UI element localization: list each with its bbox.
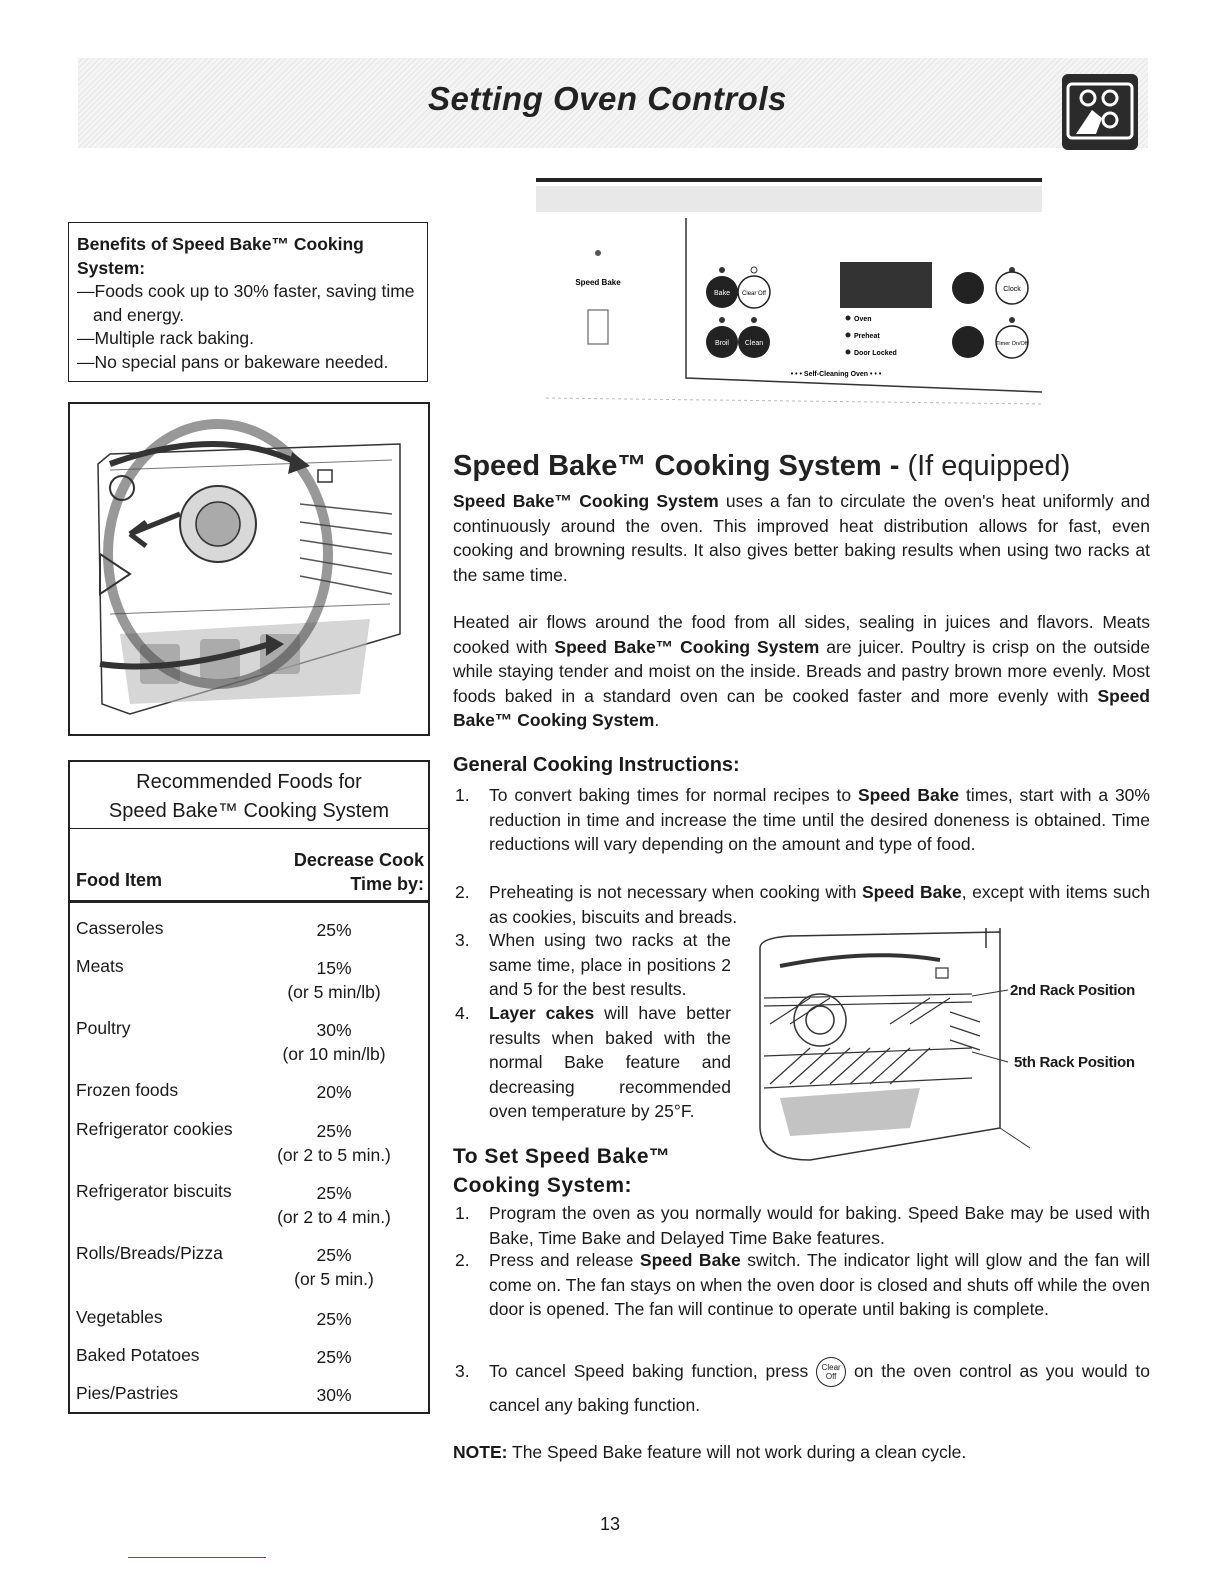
table-row-food: Casseroles [76, 918, 164, 938]
list-item: 2. Press and release Speed Bake switch. The indicator light will glow and the fan will come on. The fan stays on when the oven door is closed and shuts off while the oven door is opened. The fan will continue to operate until baking is complete. [455, 1250, 1150, 1319]
clear-off-icon: Clear Off [816, 1357, 846, 1387]
table-row-value: 25% [316, 920, 352, 940]
table-row-food: Refrigerator biscuits [76, 1181, 232, 1201]
table-row-food: Refrigerator cookies [76, 1119, 233, 1139]
rack-2-label: 2nd Rack Position [1010, 982, 1135, 999]
table-row-value: 30% [316, 1385, 352, 1405]
paragraph: Speed Bake™ Cooking System uses a fan to circulate the oven's heat uniformly and continuously around the oven. This improved heat distribution allows for fast, even cooking and browning results. It also gives better baking results when using two racks at the same time. [453, 491, 1150, 585]
table-row-food: Vegetables [76, 1307, 163, 1327]
table-row-value: 20% [316, 1082, 352, 1102]
display-window [840, 262, 932, 308]
divider [70, 900, 428, 903]
control-panel-illustration [536, 178, 1042, 428]
rack-position-illustration [750, 928, 1040, 1168]
page-title: Setting Oven Controls [428, 80, 787, 117]
column-header-food: Food Item [76, 870, 162, 890]
table-row-value: 25% [316, 1309, 352, 1329]
table-row-food: Pies/Pastries [76, 1383, 179, 1403]
subsection-heading: General Cooking Instructions: [453, 754, 740, 776]
self-cleaning-label: • • • Self-Cleaning Oven • • • [790, 371, 882, 378]
benefits-title: Benefits of Speed Bake™ Cooking System: [77, 234, 364, 278]
table-title: Recommended Foods for Speed Bake™ Cooking System [108, 771, 390, 822]
table-row-value: 25% (or 5 min.) [294, 1245, 374, 1289]
footer-line [128, 1557, 266, 1558]
table-row-value: 15% (or 5 min/lb) [287, 958, 381, 1002]
page-number: 13 [600, 1514, 621, 1534]
list-item: 1. To convert baking times for normal recipes to Speed Bake times, start with a 30% reduction in time and increase the time until the desired doneness is obtained. Time reductions will vary depending on the amount and type of food. [455, 785, 1150, 854]
clock-label: Clock [1003, 286, 1021, 293]
timer-label: Timer On/Off [996, 341, 1028, 347]
subsection-heading: To Set Speed Bake™ Cooking System: [453, 1145, 671, 1197]
list-item: 3. To cancel Speed baking function, press Clear Off on the oven control as you would to cancel any baking function. [489, 1354, 1150, 1422]
oven-airflow-illustration [68, 402, 430, 736]
speed-bake-label: Speed Bake [575, 278, 621, 287]
benefit-item: —Foods cook up to 30% faster, saving time and energy. [77, 281, 415, 325]
divider [70, 828, 428, 829]
list-item: 2. Preheating is not necessary when cooking with Speed Bake, except with items such as cookies, biscuits and breads. [455, 882, 1150, 927]
list-item: 3. When using two racks at the same time, place in positions 2 and 5 for the best results. [455, 930, 731, 999]
benefit-item: —Multiple rack baking. [77, 328, 255, 348]
clear-off-label: Clear Off [742, 291, 766, 297]
bake-label: Bake [714, 290, 730, 297]
benefits-box [68, 222, 428, 382]
clean-label: Clean [744, 340, 764, 347]
column-header-decrease: Decrease Cook Time by: [293, 850, 424, 894]
recommended-foods-table [68, 760, 430, 1414]
indicator-door-locked: Door Locked [854, 350, 897, 357]
table-row-value: 30% (or 10 min/lb) [282, 1020, 386, 1064]
list-item: 4. Layer cakes will have better results when baked with the normal Bake feature and decreasing recommended oven temperature by 25°F. [455, 1003, 731, 1121]
table-row-food: Baked Potatoes [76, 1345, 200, 1365]
table-row-value: 25% [316, 1347, 352, 1367]
table-row-food: Rolls/Breads/Pizza [76, 1243, 223, 1263]
indicator-preheat: Preheat [854, 333, 880, 340]
table-row-food: Meats [76, 956, 124, 976]
list-item: 1. Program the oven as you normally would for baking. Speed Bake may be used with Bake, Time Bake and Delayed Time Bake features. [455, 1203, 1150, 1248]
table-row-value: 25% (or 2 to 5 min.) [277, 1121, 391, 1165]
section-heading: Speed Bake™ Cooking System - (If equipped) [453, 450, 1071, 482]
table-row-value: 25% (or 2 to 4 min.) [277, 1183, 391, 1227]
table-row-food: Poultry [76, 1018, 131, 1038]
paragraph: Heated air flows around the food from all sides, sealing in juices and flavors. Meats cooked with Speed Bake™ Cooking System are juicer. Poultry is crisp on the outside while staying tender and moist on the inside. Breads and pastry brown more evenly. Most foods baked in a standard oven can be cooked faster and more evenly with Speed Bake™ Cooking System. [453, 612, 1150, 730]
hand-pressing-keypad-icon [1062, 74, 1138, 150]
indicator-oven: Oven [854, 316, 872, 323]
rack-5-label: 5th Rack Position [1014, 1054, 1135, 1071]
benefit-item: —No special pans or bakeware needed. [77, 351, 389, 372]
note: NOTE: The Speed Bake feature will not work during a clean cycle. [453, 1442, 967, 1462]
table-row-food: Frozen foods [76, 1080, 179, 1100]
broil-label: Broil [714, 340, 730, 347]
